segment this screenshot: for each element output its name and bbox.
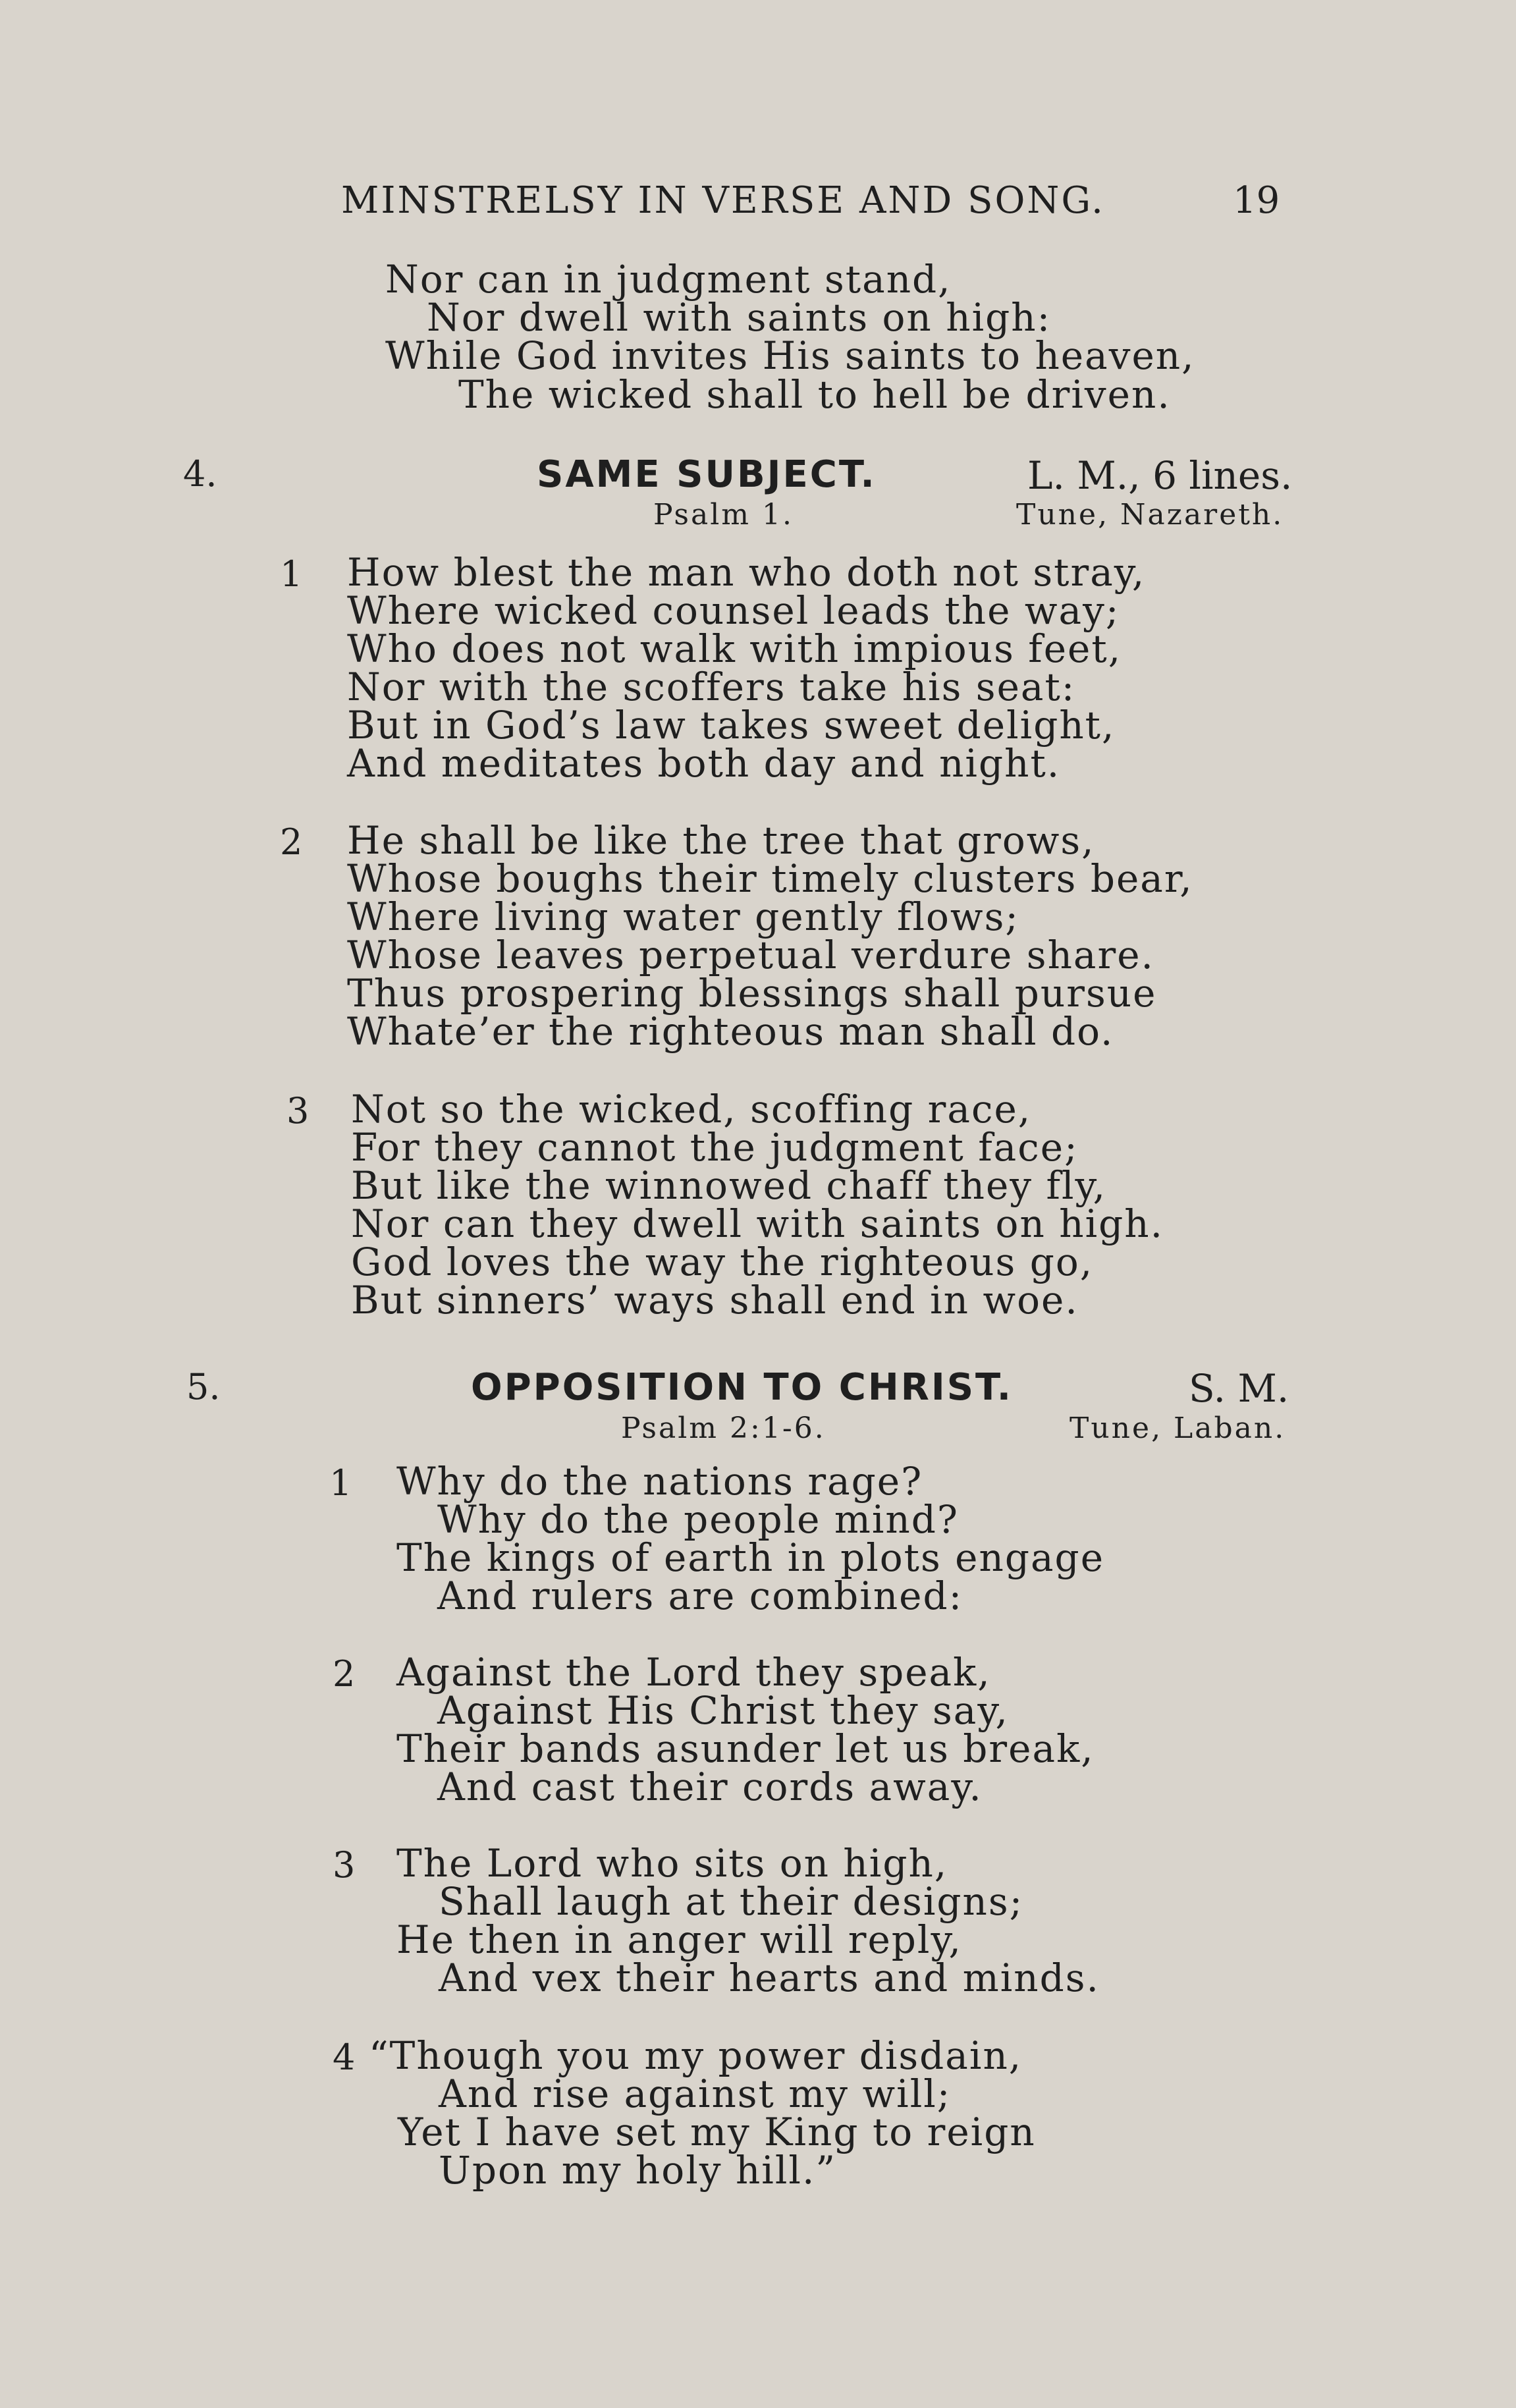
verse-line: And cast their cords away. xyxy=(437,1765,983,1809)
verse-number: 1 xyxy=(329,1462,352,1504)
verse-line: Thus prospering blessings shall pursue xyxy=(347,971,1157,1016)
verse-line: Not so the wicked, scoffing race, xyxy=(351,1087,1032,1132)
verse-number: 4 xyxy=(333,2037,356,2078)
verse-line: Where living water gently flows; xyxy=(347,894,1019,939)
verse-line: Against the Lord they speak, xyxy=(396,1650,991,1695)
continuation-line: The wicked shall to hell be driven. xyxy=(458,372,1171,417)
tune-name: Tune, Laban. xyxy=(1069,1411,1286,1445)
verse-number: 3 xyxy=(286,1090,310,1132)
hymn-number: 5. xyxy=(186,1366,221,1408)
verse-number: 1 xyxy=(280,553,303,595)
tune-name: Tune, Nazareth. xyxy=(1016,498,1284,532)
psalm-reference: Psalm 1. xyxy=(653,498,794,532)
verse-line: But in God’s law takes sweet delight, xyxy=(347,703,1116,748)
page-number: 19 xyxy=(1233,179,1280,222)
verse-line: Why do the nations rage? xyxy=(396,1459,923,1504)
verse-line: Where wicked counsel leads the way; xyxy=(347,588,1120,633)
verse-line: Whate’er the righteous man shall do. xyxy=(347,1009,1114,1054)
verse-line: Nor can they dwell with saints on high. xyxy=(351,1201,1164,1246)
verse-number: 2 xyxy=(333,1653,356,1695)
verse-line: And meditates both day and night. xyxy=(347,741,1061,786)
verse-line: Nor with the scoffers take his seat: xyxy=(347,665,1076,709)
verse-line: But sinners’ ways shall end in woe. xyxy=(351,1278,1079,1323)
continuation-line: Nor can in judgment stand, xyxy=(385,257,952,302)
verse-line: The kings of earth in plots engage xyxy=(396,1535,1105,1580)
verse-line: Shall laugh at their designs; xyxy=(439,1879,1024,1924)
verse-line: He shall be like the tree that grows, xyxy=(347,818,1095,863)
psalm-reference: Psalm 2:1-6. xyxy=(621,1411,826,1445)
verse-line: Whose leaves perpetual verdure share. xyxy=(347,933,1154,977)
verse-line: But like the winnowed chaff they fly, xyxy=(351,1163,1106,1208)
verse-line: He then in anger will reply, xyxy=(396,1917,962,1962)
hymn-meter: L. M., 6 lines. xyxy=(1027,453,1293,498)
verse-line: Their bands asunder let us break, xyxy=(396,1726,1095,1771)
verse-line: Yet I have set my King to reign xyxy=(398,2110,1036,2154)
running-header: MINSTRELSY IN VERSE AND SONG. xyxy=(341,179,1105,222)
verse-line: And vex their hearts and minds. xyxy=(439,1956,1100,2000)
verse-line: Upon my holy hill.” xyxy=(439,2148,837,2193)
verse-line: For they cannot the judgment face; xyxy=(351,1125,1079,1170)
verse-line: Who does not walk with impious feet, xyxy=(347,626,1122,671)
verse-line: Against His Christ they say, xyxy=(437,1688,1009,1733)
verse-line: The Lord who sits on high, xyxy=(396,1841,948,1886)
verse-line: Why do the people mind? xyxy=(437,1497,960,1542)
continuation-line: Nor dwell with saints on high: xyxy=(427,295,1052,340)
verse-line: God loves the way the righteous go, xyxy=(351,1240,1094,1284)
hymn-title: SAME SUBJECT. xyxy=(537,453,877,496)
verse-line: And rise against my will; xyxy=(439,2071,952,2116)
verse-number: 2 xyxy=(280,821,303,863)
hymn-meter: S. M. xyxy=(1189,1366,1289,1411)
verse-line: Whose boughs their timely clusters bear, xyxy=(347,856,1193,901)
verse-line: “Though you my power disdain, xyxy=(369,2033,1023,2078)
verse-number: 3 xyxy=(333,1844,356,1886)
hymn-number: 4. xyxy=(183,453,217,495)
continuation-line: While God invites His saints to heaven, xyxy=(385,333,1195,378)
verse-line: How blest the man who doth not stray, xyxy=(347,550,1146,595)
verse-line: And rulers are combined: xyxy=(437,1573,963,1618)
hymn-title: OPPOSITION TO CHRIST. xyxy=(471,1366,1013,1409)
